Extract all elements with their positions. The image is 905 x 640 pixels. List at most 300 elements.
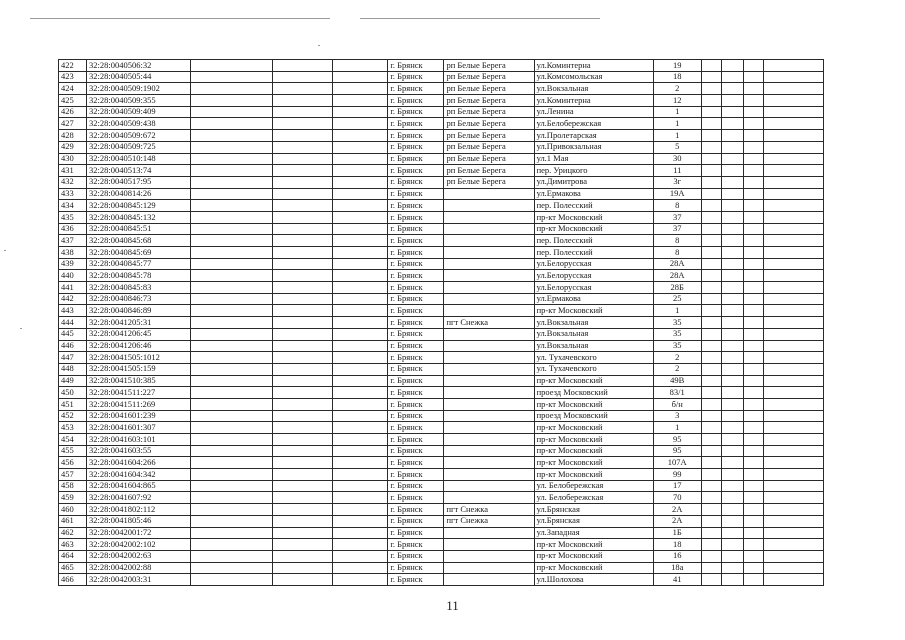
empty-cell (701, 340, 721, 352)
street: ул.Белобережская (534, 118, 653, 130)
city: г. Брянск (388, 434, 444, 446)
row-number: 456 (59, 457, 87, 469)
empty-cell (273, 95, 333, 107)
street: ул.Вокзальная (534, 317, 653, 329)
settlement: пгт Снежка (444, 317, 534, 329)
empty-cell (743, 293, 763, 305)
empty-cell (191, 270, 273, 282)
row-number: 457 (59, 469, 87, 481)
empty-cell (333, 165, 388, 177)
empty-cell (763, 469, 823, 481)
house-number: 3г (653, 176, 701, 188)
empty-cell (191, 293, 273, 305)
house-number: 12 (653, 95, 701, 107)
empty-cell (721, 235, 743, 247)
empty-cell (743, 188, 763, 200)
empty-cell (273, 574, 333, 586)
empty-cell (191, 247, 273, 259)
empty-cell (273, 398, 333, 410)
row-number: 454 (59, 434, 87, 446)
house-number: 8 (653, 200, 701, 212)
settlement: рп Белые Берега (444, 130, 534, 142)
empty-cell (273, 176, 333, 188)
settlement: рп Белые Берега (444, 95, 534, 107)
empty-cell (273, 410, 333, 422)
cadastral-number: 32:28:0040509:725 (87, 141, 191, 153)
settlement (444, 410, 534, 422)
empty-cell (273, 200, 333, 212)
empty-cell (763, 258, 823, 270)
empty-cell (333, 282, 388, 294)
city: г. Брянск (388, 398, 444, 410)
city: г. Брянск (388, 527, 444, 539)
empty-cell (333, 574, 388, 586)
row-number: 460 (59, 504, 87, 516)
settlement (444, 574, 534, 586)
empty-cell (763, 83, 823, 95)
empty-cell (743, 550, 763, 562)
settlement (444, 539, 534, 551)
empty-cell (333, 539, 388, 551)
empty-cell (743, 562, 763, 574)
row-number: 438 (59, 247, 87, 259)
empty-cell (721, 293, 743, 305)
empty-cell (273, 270, 333, 282)
empty-cell (743, 153, 763, 165)
table-row (59, 504, 824, 516)
settlement: рп Белые Берега (444, 153, 534, 165)
empty-cell (333, 223, 388, 235)
empty-cell (743, 200, 763, 212)
house-number: 99 (653, 469, 701, 481)
cadastral-number: 32:28:0041603:101 (87, 434, 191, 446)
empty-cell (763, 130, 823, 142)
city: г. Брянск (388, 118, 444, 130)
empty-cell (743, 445, 763, 457)
row-number: 445 (59, 328, 87, 340)
street: ул.Димитрова (534, 176, 653, 188)
empty-cell (763, 71, 823, 83)
street: ул.Ермакова (534, 188, 653, 200)
empty-cell (743, 457, 763, 469)
city: г. Брянск (388, 410, 444, 422)
house-number: 18а (653, 562, 701, 574)
empty-cell (701, 258, 721, 270)
city: г. Брянск (388, 539, 444, 551)
settlement (444, 562, 534, 574)
city: г. Брянск (388, 106, 444, 118)
house-number: 37 (653, 223, 701, 235)
empty-cell (743, 130, 763, 142)
empty-cell (763, 211, 823, 223)
house-number: 2А (653, 504, 701, 516)
empty-cell (763, 223, 823, 235)
cadastral-number: 32:28:0041603:55 (87, 445, 191, 457)
row-number: 455 (59, 445, 87, 457)
table-row (59, 130, 824, 142)
empty-cell (701, 153, 721, 165)
city: г. Брянск (388, 200, 444, 212)
cadastral-number: 32:28:0041607:92 (87, 492, 191, 504)
empty-cell (743, 539, 763, 551)
table-row (59, 363, 824, 375)
empty-cell (273, 550, 333, 562)
empty-cell (333, 317, 388, 329)
empty-cell (273, 71, 333, 83)
cadastral-number: 32:28:0041601:239 (87, 410, 191, 422)
empty-cell (701, 317, 721, 329)
empty-cell (273, 328, 333, 340)
empty-cell (191, 550, 273, 562)
cadastral-number: 32:28:0040517:95 (87, 176, 191, 188)
empty-cell (333, 504, 388, 516)
empty-cell (333, 130, 388, 142)
empty-cell (273, 282, 333, 294)
house-number: 25 (653, 293, 701, 305)
empty-cell (273, 235, 333, 247)
row-number: 458 (59, 480, 87, 492)
empty-cell (701, 83, 721, 95)
empty-cell (763, 363, 823, 375)
street: пер. Полесский (534, 247, 653, 259)
table-row (59, 562, 824, 574)
table-row (59, 434, 824, 446)
empty-cell (701, 118, 721, 130)
empty-cell (763, 562, 823, 574)
empty-cell (333, 211, 388, 223)
street: ул.Вокзальная (534, 83, 653, 95)
empty-cell (763, 293, 823, 305)
empty-cell (763, 515, 823, 527)
empty-cell (743, 83, 763, 95)
cadastral-number: 32:28:0040845:77 (87, 258, 191, 270)
house-number: 107А (653, 457, 701, 469)
empty-cell (701, 176, 721, 188)
house-number: 41 (653, 574, 701, 586)
street: ул. Белобережская (534, 480, 653, 492)
table-row (59, 106, 824, 118)
house-number: 2А (653, 515, 701, 527)
row-number: 424 (59, 83, 87, 95)
empty-cell (763, 539, 823, 551)
house-number: 5 (653, 141, 701, 153)
street: пр-кт Московский (534, 457, 653, 469)
row-number: 463 (59, 539, 87, 551)
settlement (444, 387, 534, 399)
empty-cell (333, 445, 388, 457)
empty-cell (763, 176, 823, 188)
empty-cell (721, 165, 743, 177)
empty-cell (191, 258, 273, 270)
empty-cell (743, 118, 763, 130)
street: пер. Урицкого (534, 165, 653, 177)
street: ул.Ленина (534, 106, 653, 118)
table-row (59, 83, 824, 95)
house-number: 49В (653, 375, 701, 387)
empty-cell (333, 71, 388, 83)
empty-cell (743, 469, 763, 481)
empty-cell (721, 340, 743, 352)
empty-cell (333, 188, 388, 200)
row-number: 448 (59, 363, 87, 375)
empty-cell (273, 305, 333, 317)
empty-cell (191, 515, 273, 527)
empty-cell (701, 270, 721, 282)
table-row (59, 469, 824, 481)
street: ул.Шолохова (534, 574, 653, 586)
empty-cell (191, 574, 273, 586)
house-number: 1 (653, 305, 701, 317)
house-number: б/н (653, 398, 701, 410)
settlement: рп Белые Берега (444, 118, 534, 130)
row-number: 439 (59, 258, 87, 270)
table-row (59, 398, 824, 410)
empty-cell (273, 106, 333, 118)
settlement (444, 445, 534, 457)
empty-cell (333, 387, 388, 399)
row-number: 431 (59, 165, 87, 177)
settlement (444, 352, 534, 364)
empty-cell (721, 375, 743, 387)
empty-cell (743, 106, 763, 118)
house-number: 28А (653, 258, 701, 270)
city: г. Брянск (388, 469, 444, 481)
settlement (444, 340, 534, 352)
empty-cell (701, 457, 721, 469)
row-number: 459 (59, 492, 87, 504)
empty-cell (721, 550, 743, 562)
row-number: 442 (59, 293, 87, 305)
empty-cell (743, 410, 763, 422)
cadastral-number: 32:28:0040814:26 (87, 188, 191, 200)
empty-cell (333, 118, 388, 130)
empty-cell (273, 153, 333, 165)
cadastral-number: 32:28:0040845:51 (87, 223, 191, 235)
empty-cell (743, 165, 763, 177)
row-number: 464 (59, 550, 87, 562)
empty-cell (743, 434, 763, 446)
city: г. Брянск (388, 480, 444, 492)
empty-cell (743, 527, 763, 539)
city: г. Брянск (388, 60, 444, 72)
city: г. Брянск (388, 375, 444, 387)
row-number: 440 (59, 270, 87, 282)
empty-cell (701, 375, 721, 387)
empty-cell (743, 235, 763, 247)
empty-cell (763, 328, 823, 340)
empty-cell (191, 83, 273, 95)
empty-cell (721, 539, 743, 551)
empty-cell (333, 141, 388, 153)
empty-cell (701, 223, 721, 235)
street: проезд Московский (534, 410, 653, 422)
street: ул. Белобережская (534, 492, 653, 504)
cadastral-number: 32:28:0042001:72 (87, 527, 191, 539)
cadastral-number: 32:28:0042003:31 (87, 574, 191, 586)
empty-cell (763, 527, 823, 539)
empty-cell (191, 106, 273, 118)
street: ул. Тухачевского (534, 352, 653, 364)
row-number: 451 (59, 398, 87, 410)
table-row (59, 387, 824, 399)
city: г. Брянск (388, 176, 444, 188)
empty-cell (763, 434, 823, 446)
table-row (59, 118, 824, 130)
street: пр-кт Московский (534, 211, 653, 223)
empty-cell (273, 375, 333, 387)
empty-cell (273, 445, 333, 457)
cadastral-number: 32:28:0040846:73 (87, 293, 191, 305)
house-number: 35 (653, 317, 701, 329)
cadastral-number: 32:28:0040845:83 (87, 282, 191, 294)
empty-cell (701, 469, 721, 481)
empty-cell (743, 317, 763, 329)
city: г. Брянск (388, 165, 444, 177)
street: ул.Коминтерна (534, 95, 653, 107)
empty-cell (743, 95, 763, 107)
house-number: 8 (653, 235, 701, 247)
city: г. Брянск (388, 83, 444, 95)
empty-cell (191, 375, 273, 387)
empty-cell (191, 387, 273, 399)
empty-cell (333, 106, 388, 118)
empty-cell (763, 574, 823, 586)
empty-cell (763, 445, 823, 457)
table-row (59, 258, 824, 270)
empty-cell (191, 340, 273, 352)
page-number: 11 (446, 598, 459, 613)
house-number: 2 (653, 83, 701, 95)
empty-cell (743, 247, 763, 259)
table-row (59, 293, 824, 305)
empty-cell (701, 165, 721, 177)
empty-cell (743, 223, 763, 235)
settlement (444, 527, 534, 539)
empty-cell (273, 515, 333, 527)
empty-cell (721, 434, 743, 446)
settlement: рп Белые Берега (444, 83, 534, 95)
empty-cell (743, 422, 763, 434)
empty-cell (763, 410, 823, 422)
empty-cell (721, 270, 743, 282)
empty-cell (191, 130, 273, 142)
empty-cell (701, 141, 721, 153)
table-row (59, 95, 824, 107)
settlement: пгт Снежка (444, 504, 534, 516)
settlement (444, 550, 534, 562)
table-row (59, 550, 824, 562)
empty-cell (763, 141, 823, 153)
row-number: 453 (59, 422, 87, 434)
empty-cell (721, 574, 743, 586)
empty-cell (701, 211, 721, 223)
empty-cell (333, 422, 388, 434)
table-row (59, 153, 824, 165)
empty-cell (273, 188, 333, 200)
empty-cell (763, 387, 823, 399)
empty-cell (763, 60, 823, 72)
city: г. Брянск (388, 340, 444, 352)
house-number: 1 (653, 106, 701, 118)
cadastral-number: 32:28:0040845:132 (87, 211, 191, 223)
street: ул.Привокзальная (534, 141, 653, 153)
empty-cell (763, 398, 823, 410)
empty-cell (721, 469, 743, 481)
settlement: рп Белые Берега (444, 60, 534, 72)
row-number: 428 (59, 130, 87, 142)
empty-cell (701, 188, 721, 200)
table-row (59, 165, 824, 177)
empty-cell (333, 305, 388, 317)
house-number: 1 (653, 118, 701, 130)
house-number: 19 (653, 60, 701, 72)
empty-cell (191, 118, 273, 130)
row-number: 461 (59, 515, 87, 527)
table-row (59, 60, 824, 72)
street: ул.Западная (534, 527, 653, 539)
city: г. Брянск (388, 445, 444, 457)
cadastral-number: 32:28:0041511:269 (87, 398, 191, 410)
empty-cell (743, 328, 763, 340)
row-number: 443 (59, 305, 87, 317)
empty-cell (273, 469, 333, 481)
house-number: 28Б (653, 282, 701, 294)
empty-cell (273, 258, 333, 270)
empty-cell (701, 445, 721, 457)
empty-cell (191, 282, 273, 294)
empty-cell (701, 130, 721, 142)
settlement: рп Белые Берега (444, 176, 534, 188)
empty-cell (333, 527, 388, 539)
empty-cell (701, 363, 721, 375)
empty-cell (721, 562, 743, 574)
empty-cell (701, 492, 721, 504)
city: г. Брянск (388, 305, 444, 317)
cadastral-number: 32:28:0041604:342 (87, 469, 191, 481)
empty-cell (721, 480, 743, 492)
empty-cell (333, 469, 388, 481)
empty-cell (763, 375, 823, 387)
empty-cell (333, 247, 388, 259)
empty-cell (191, 200, 273, 212)
empty-cell (191, 504, 273, 516)
house-number: 18 (653, 539, 701, 551)
house-number: 8 (653, 247, 701, 259)
city: г. Брянск (388, 258, 444, 270)
table-row (59, 223, 824, 235)
empty-cell (333, 434, 388, 446)
settlement (444, 492, 534, 504)
row-number: 430 (59, 153, 87, 165)
empty-cell (333, 328, 388, 340)
cadastral-number: 32:28:0041206:46 (87, 340, 191, 352)
empty-cell (763, 317, 823, 329)
empty-cell (763, 247, 823, 259)
empty-cell (273, 247, 333, 259)
empty-cell (701, 539, 721, 551)
house-number: 95 (653, 434, 701, 446)
row-number: 427 (59, 118, 87, 130)
register-table (58, 59, 824, 586)
empty-cell (191, 95, 273, 107)
row-number: 441 (59, 282, 87, 294)
empty-cell (333, 235, 388, 247)
empty-cell (191, 176, 273, 188)
empty-cell (701, 480, 721, 492)
empty-cell (721, 422, 743, 434)
row-number: 449 (59, 375, 87, 387)
empty-cell (191, 60, 273, 72)
